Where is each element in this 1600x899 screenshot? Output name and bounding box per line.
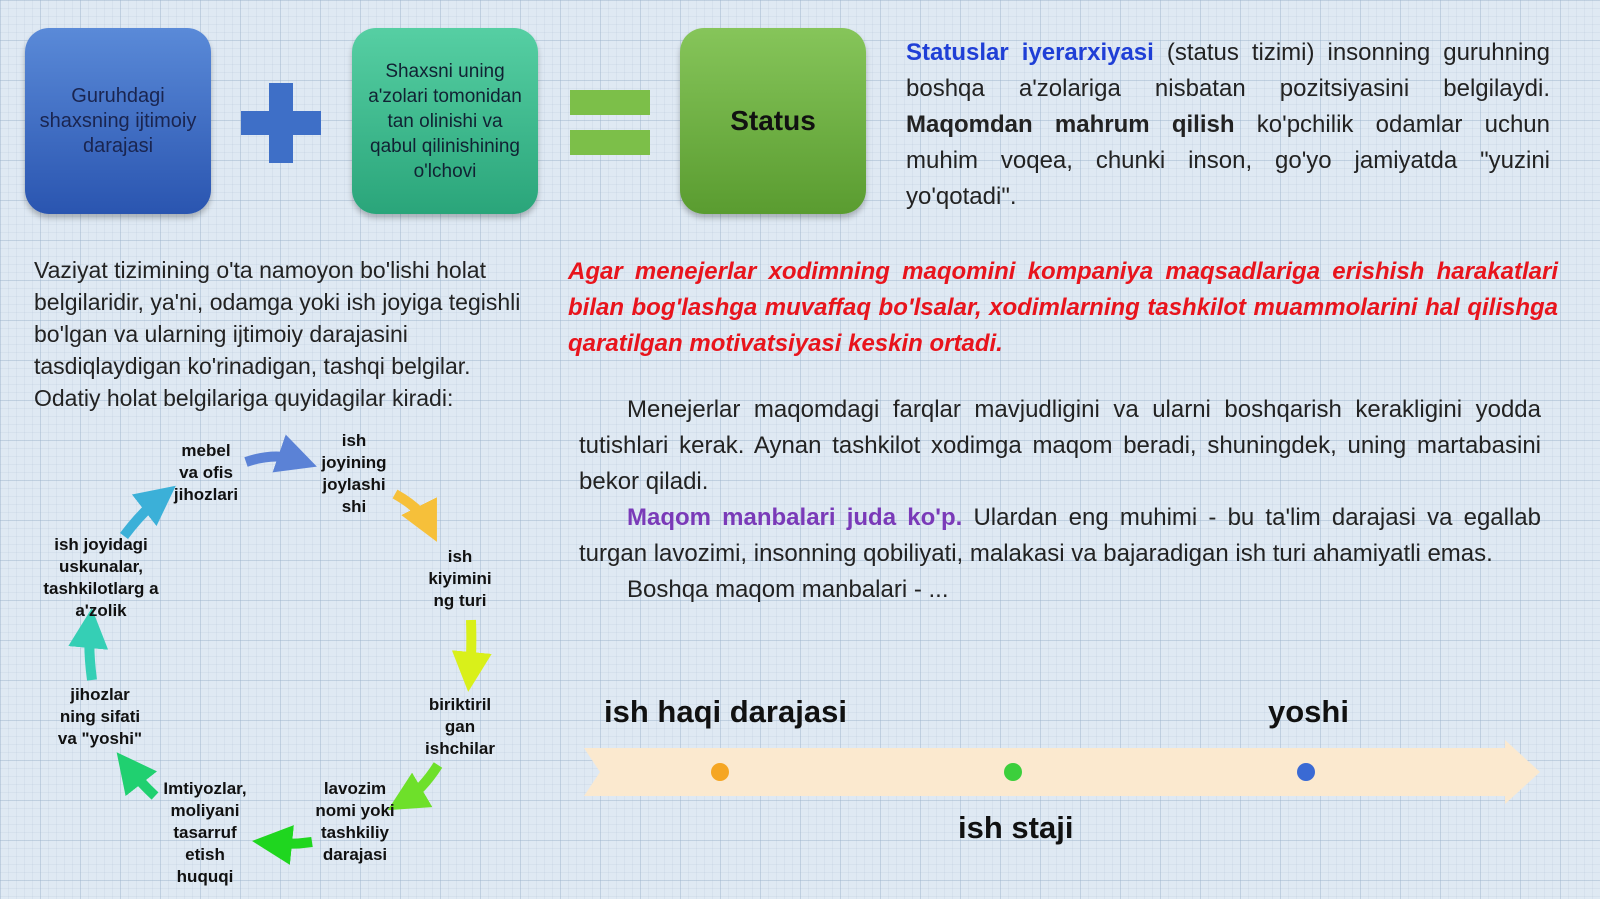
status-sources-highlight: Maqom manbalari juda ko'p. (627, 504, 963, 531)
cycle-item-assigned-workers: biriktiril gan ishchilar (425, 695, 495, 758)
timeline-label-experience: ish staji (958, 810, 1074, 845)
cycle-item-workplace-tools: ish joyidagi uskunalar, tashkilotlarg a a'zolik (43, 535, 159, 620)
timeline-label-age: yoshi (1268, 694, 1349, 729)
motivation-statement: Agar menejerlar xodimning maqomini kompaniya maqsadlariga erishish harakatlari bilan bog'lashga muvaffaq bo'lsalar, xodimlarning tashkilot muammolarini hal qilishga qaratilgan motivatsiyasi keskin ortadi. (568, 258, 1558, 357)
status-hierarchy-text2: ko'pchilik odamlar uchun muhim voqea, chunki inson, go'yo jamiyatda "yuzini yo'qotadi". (906, 111, 1550, 210)
recognition-text: Shaxsni uning a'zolari tomonidan tan olinishi va qabul qilinishining o'lchovi (368, 60, 522, 182)
status-hierarchy-text1: (status tizimi) insonning guruhning boshqa a'zolariga nisbatan pozitsiyasini belgilaydi. (906, 39, 1550, 102)
social-level-text: Guruhdagi shaxsning ijtimoiy darajasi (39, 84, 197, 157)
timeline-dot-salary (711, 763, 729, 781)
status-sources-rest: Ulardan eng muhimi - bu ta'lim darajasi va egallab turgan lavozimi, insonning qobiliyati, malakasi va bajaradigan ish turi ahamiyatli emas. (579, 504, 1541, 567)
cycle-item-workwear: ish kiyimini ng turi (428, 547, 492, 610)
status-text: Status (730, 105, 816, 136)
managers-paragraph-1: Menejerlar maqomdagi farqlar mavjudligini va ularni boshqarish kerakligini yodda tutishlari kerak. Aynan tashkilot xodimga maqom beradi, shuningdek, uning martabasini bekor qiladi. (579, 396, 1541, 495)
cycle-item-position-title: lavozim nomi yoki tashkiliy darajasi (315, 779, 395, 864)
status-hierarchy-term: Statuslar iyerarxiyasi (906, 39, 1154, 66)
status-symbols-description: Vaziyat tizimining o'ta namoyon bo'lishi holat belgilaridir, ya'ni, odamga yoki ish joyiga tegishli bo'lgan va ularning ijtimoiy darajasini tasdiqlaydigan ko'rinadigan, tashqi belgilar. Odatiy holat belgilariga quyidagilar kiradi: (34, 257, 521, 411)
cycle-item-furniture: mebel va ofis jihozlari (173, 441, 239, 504)
managers-paragraph-3: Boshqa maqom manbalari - ... (627, 576, 949, 603)
timeline-dot-experience (1004, 763, 1022, 781)
timeline-dot-age (1297, 763, 1315, 781)
status-deprivation-term: Maqomdan mahrum qilish (906, 111, 1235, 138)
cycle-item-equipment-quality: jihozlar ning sifati va "yoshi" (57, 685, 143, 748)
timeline-label-salary: ish haqi darajasi (604, 694, 847, 729)
cycle-item-workplace-location: ish joyining joylashi shi (321, 431, 387, 516)
cycle-item-privileges: Imtiyozlar, moliyani tasarruf etish huquqi (163, 779, 247, 886)
